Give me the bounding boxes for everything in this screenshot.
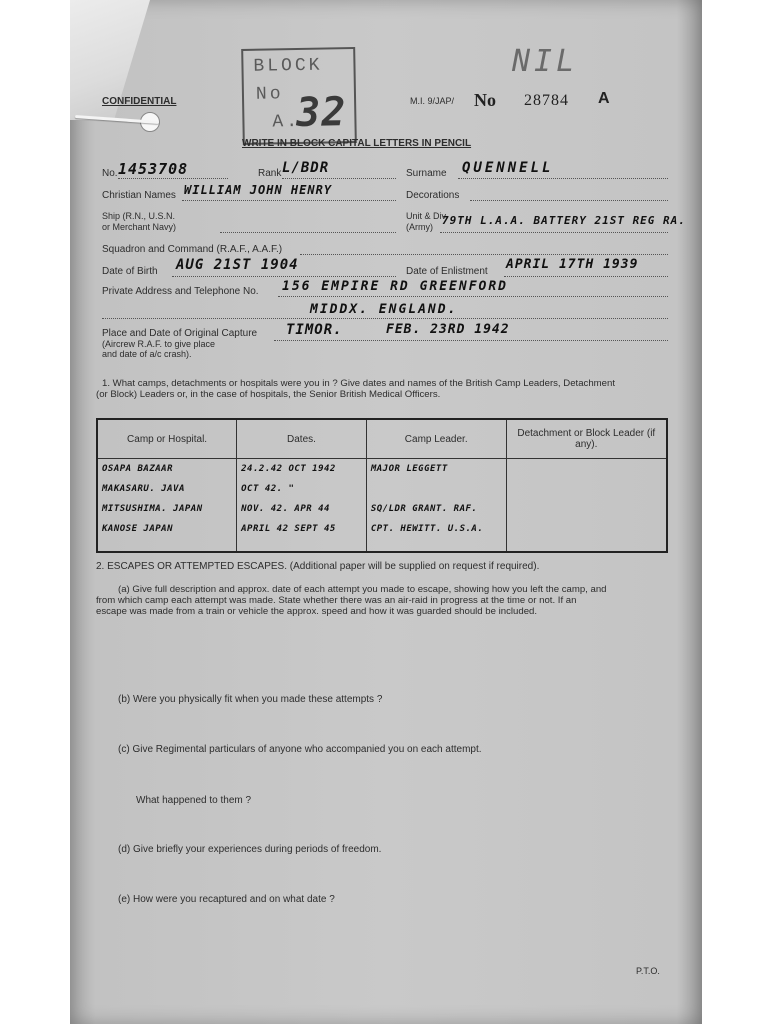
camp-table — [96, 418, 668, 553]
pto-label: P.T.O. — [636, 966, 660, 976]
capture-line — [274, 340, 668, 341]
table-cell: APRIL 42 SEPT 45 — [237, 519, 367, 539]
capture-place-value: TIMOR. — [286, 322, 343, 338]
block-capitals-instruction: WRITE IN BLOCK CAPITAL LETTERS IN PENCIL — [242, 138, 472, 149]
number-label: No — [474, 90, 496, 110]
enlistment-value: APRIL 17TH 1939 — [506, 257, 639, 272]
christian-names-line — [182, 200, 396, 201]
table-cell — [506, 519, 667, 539]
question2b: (b) Were you physically fit when you made these attempts ? — [118, 694, 383, 705]
table-row — [97, 519, 667, 539]
rank-label: Rank — [258, 168, 282, 179]
question2d: (d) Give briefly your experiences during periods of freedom. — [118, 844, 382, 855]
capture-label-1: Place and Date of Original Capture — [102, 328, 258, 339]
table-cell — [366, 479, 506, 499]
question2-title: 2. ESCAPES OR ATTEMPTED ESCAPES. (Additional paper will be supplied on request if required). — [96, 561, 540, 572]
address-value-line2: MIDDX. ENGLAND. — [310, 302, 458, 317]
enlistment-line — [504, 276, 668, 277]
enlistment-label: Date of Enlistment — [406, 266, 488, 277]
table-row — [97, 459, 667, 480]
unit-label-1: Unit & Div. — [406, 211, 448, 221]
surname-label: Surname — [406, 168, 447, 179]
table-cell: MITSUSHIMA. JAPAN — [97, 499, 237, 519]
table-cell: MAJOR LEGGETT — [366, 459, 506, 480]
address-label: Private Address and Telephone No. — [102, 286, 259, 297]
table-cell: OSAPA BAZAAR — [97, 459, 237, 480]
decorations-label: Decorations — [406, 190, 460, 201]
camp-leader-header: Camp Leader. — [366, 419, 506, 459]
table-cell: CPT. HEWITT. U.S.A. — [366, 519, 506, 539]
stamp-no-text: No — [255, 84, 284, 105]
table-row — [97, 479, 667, 499]
unit-value: 79TH L.A.A. BATTERY 21ST REG RA. — [442, 214, 686, 227]
confidential-heading: CONFIDENTIAL — [102, 96, 177, 107]
question1-line1: 1. What camps, detachments or hospitals were you in ? Give dates and names of the British Camp Leaders, Detachment — [102, 378, 615, 389]
table-cell — [366, 539, 506, 552]
question2e: (e) How were you recaptured and on what date ? — [118, 894, 335, 905]
mi-reference: M.I. 9/JAP/ — [410, 96, 455, 106]
table-cell — [506, 459, 667, 480]
block-stamp — [241, 47, 357, 145]
address-line-1 — [278, 296, 668, 297]
capture-label-2: (Aircrew R.A.F. to give place — [102, 339, 216, 349]
camp-table-header-row — [97, 419, 667, 459]
date-of-birth-value: AUG 21ST 1904 — [176, 257, 299, 273]
table-cell: MAKASARU. JAVA — [97, 479, 237, 499]
question2a-line2: from which camp each attempt was made. State whether there was an air-raid in progress at the time or not. If an — [96, 595, 577, 606]
decorations-line — [470, 200, 668, 201]
question2c-sub: What happened to them ? — [136, 795, 252, 806]
unit-line — [440, 232, 668, 233]
table-cell: 24.2.42 OCT 1942 — [237, 459, 367, 480]
ship-label-1: Ship (R.N., U.S.N. — [102, 211, 176, 221]
table-cell — [506, 479, 667, 499]
table-cell — [506, 499, 667, 519]
dates-header: Dates. — [237, 419, 367, 459]
table-cell — [97, 539, 237, 552]
question2a-line1: (a) Give full description and approx. date of each attempt you made to escape, showing how you left the camp, and — [118, 584, 607, 595]
ship-label-2: or Merchant Navy) — [102, 222, 177, 232]
table-cell — [237, 539, 367, 552]
squadron-line — [300, 254, 668, 255]
table-cell: OCT 42. " — [237, 479, 367, 499]
surname-line — [458, 178, 668, 179]
unit-label-2: (Army) — [406, 222, 433, 232]
form-suffix: A — [598, 90, 610, 107]
nil-annotation: NIL — [512, 44, 579, 79]
squadron-label: Squadron and Command (R.A.F., A.A.F.) — [102, 244, 283, 255]
surname-value: QUENNELL — [462, 160, 554, 176]
table-row — [97, 499, 667, 519]
service-number-line — [118, 178, 228, 179]
capture-label-3: and date of a/c crash). — [102, 349, 192, 359]
stamp-handwritten-number: 32 — [295, 89, 347, 137]
camp-header: Camp or Hospital. — [97, 419, 237, 459]
question2c: (c) Give Regimental particulars of anyone who accompanied you on each attempt. — [118, 744, 482, 755]
rank-line — [282, 178, 396, 179]
ship-line — [220, 232, 396, 233]
stamp-a-text: A. — [272, 111, 301, 133]
date-of-birth-label: Date of Birth — [102, 266, 158, 277]
service-number-value: 1453708 — [118, 160, 189, 178]
question2a-line3: escape was made from a train or vehicle the approx. speed and how it was guarded should be included. — [96, 606, 538, 617]
service-number-label: No. — [102, 168, 118, 179]
table-cell: SQ/LDR GRANT. RAF. — [366, 499, 506, 519]
table-row-empty — [97, 539, 667, 552]
stamp-block-text: BLOCK — [253, 55, 323, 77]
detachment-leader-header: Detachment or Block Leader (if any). — [506, 419, 667, 459]
table-cell: NOV. 42. APR 44 — [237, 499, 367, 519]
christian-names-value: WILLIAM JOHN HENRY — [184, 183, 333, 197]
rank-value: L/BDR — [282, 160, 330, 176]
date-of-birth-line — [172, 276, 396, 277]
address-line-2 — [102, 318, 668, 319]
table-cell: KANOSE JAPAN — [97, 519, 237, 539]
form-number: 28784 — [524, 92, 569, 109]
capture-date-value: FEB. 23RD 1942 — [386, 322, 510, 337]
christian-names-label: Christian Names — [102, 190, 176, 201]
table-cell — [506, 539, 667, 552]
question1-line2: (or Block) Leaders or, in the case of hospitals, the Senior British Medical Officers. — [96, 389, 441, 400]
address-value-line1: 156 EMPIRE RD GREENFORD — [282, 279, 509, 294]
